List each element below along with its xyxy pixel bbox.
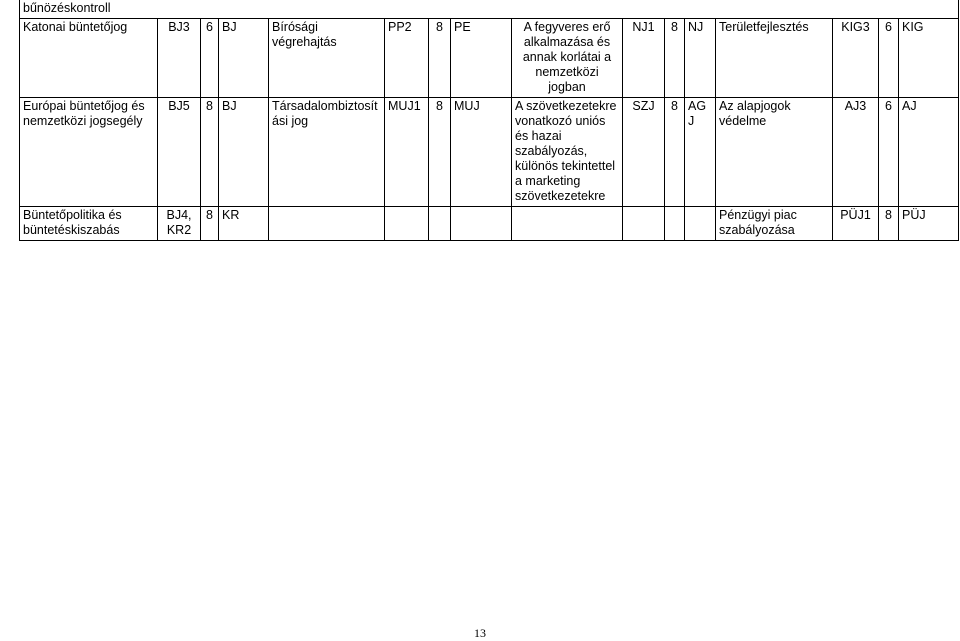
credit-cell: 6 [201, 19, 219, 98]
table-row [20, 207, 959, 241]
dept-cell: AJ [899, 98, 959, 207]
dept-cell: NJ [685, 19, 716, 98]
subject-cell [269, 207, 385, 241]
code-cell [385, 207, 429, 241]
dept-cell: BJ [219, 98, 269, 207]
code-cell: PÜJ1 [833, 207, 879, 241]
code-cell: PP2 [385, 19, 429, 98]
subject-cell: Büntetőpolitika és büntetéskiszabás [20, 207, 158, 241]
credit-cell: 6 [879, 98, 899, 207]
credit-cell: 8 [429, 98, 451, 207]
code-cell: NJ1 [623, 19, 665, 98]
credit-cell: 6 [879, 19, 899, 98]
dept-cell: PE [451, 19, 512, 98]
code-cell: BJ3 [158, 19, 201, 98]
subject-cell [512, 207, 623, 241]
credit-cell: 8 [665, 19, 685, 98]
subject-cell: Területfejlesztés [716, 19, 833, 98]
subject-cell: A fegyveres erő alkalmazása és annak korlátai a nemzetközi jogban [512, 19, 623, 98]
dept-cell: KIG [899, 19, 959, 98]
code-cell: MUJ1 [385, 98, 429, 207]
page-number: 13 [474, 626, 486, 640]
subject-cell: bűnözéskontroll [20, 0, 959, 19]
code-cell: KIG3 [833, 19, 879, 98]
credit-cell: 8 [879, 207, 899, 241]
credit-cell: 8 [201, 98, 219, 207]
subject-cell: Európai büntetőjog és nemzetközi jogsegély [20, 98, 158, 207]
subject-cell: Bírósági végrehajtás [269, 19, 385, 98]
dept-cell: BJ [219, 19, 269, 98]
credit-cell: 8 [201, 207, 219, 241]
credit-cell [665, 207, 685, 241]
course-table [19, 0, 959, 241]
table-row [20, 19, 959, 98]
code-cell: BJ4, KR2 [158, 207, 201, 241]
dept-cell: AGJ [685, 98, 716, 207]
dept-cell: PÜJ [899, 207, 959, 241]
credit-cell [429, 207, 451, 241]
dept-cell: MUJ [451, 98, 512, 207]
table-row [20, 0, 959, 19]
subject-cell: A szövetkezetekre vonatkozó uniós és hazai szabályozás, különös tekintettel a marketing szövetkezetekre [512, 98, 623, 207]
credit-cell: 8 [665, 98, 685, 207]
subject-cell: Az alapjogok védelme [716, 98, 833, 207]
dept-cell [685, 207, 716, 241]
code-cell: AJ3 [833, 98, 879, 207]
credit-cell: 8 [429, 19, 451, 98]
subject-cell: Pénzügyi piac szabályozása [716, 207, 833, 241]
subject-cell: Katonai büntetőjog [20, 19, 158, 98]
dept-cell: KR [219, 207, 269, 241]
code-cell [623, 207, 665, 241]
code-cell: SZJ [623, 98, 665, 207]
dept-cell [451, 207, 512, 241]
subject-cell: Társadalombiztosítási jog [269, 98, 385, 207]
code-cell: BJ5 [158, 98, 201, 207]
table-row [20, 98, 959, 207]
